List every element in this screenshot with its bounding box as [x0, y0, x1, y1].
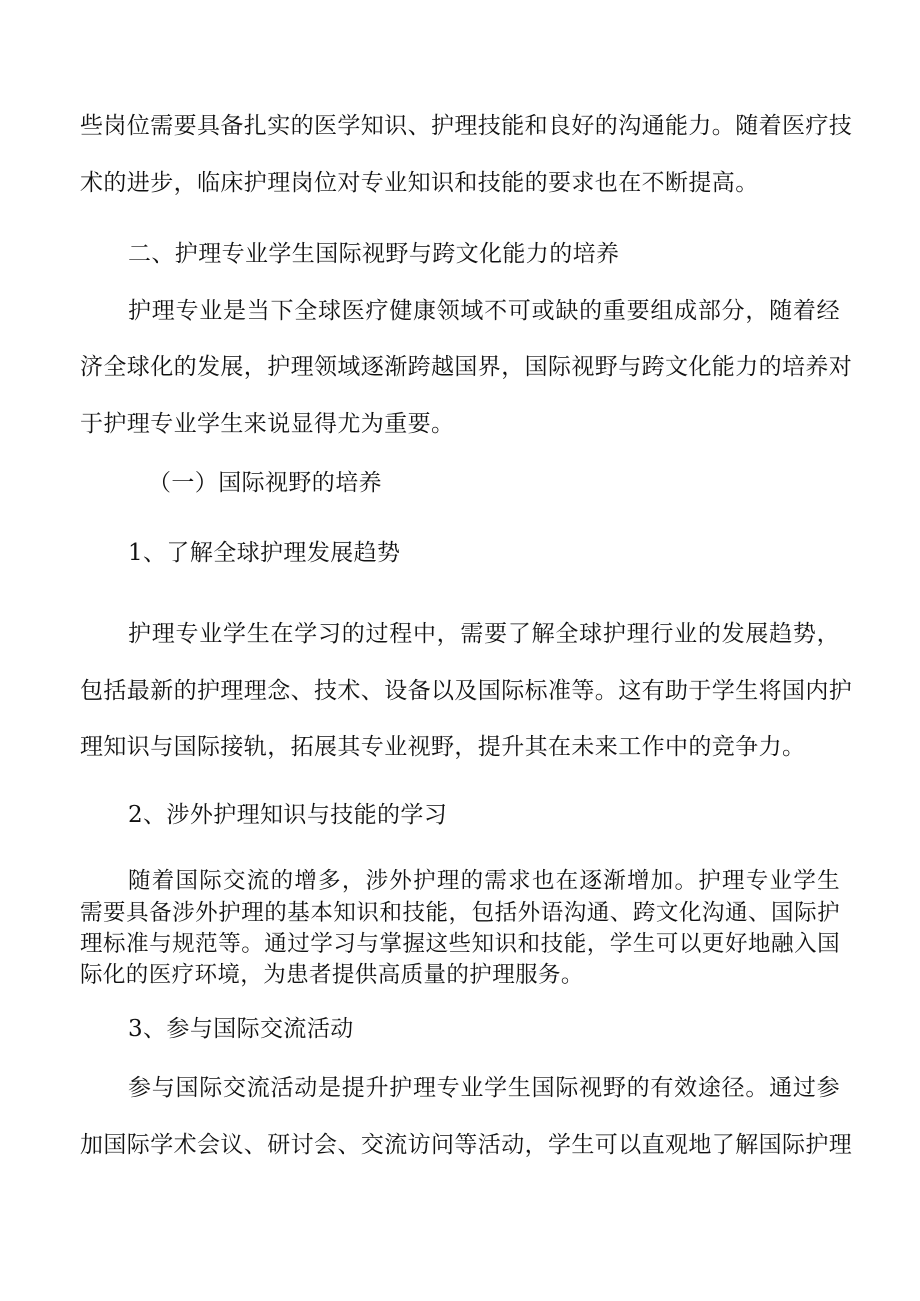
paragraph-line: 护理专业学生在学习的过程中，需要了解全球护理行业的发展趋势，: [128, 621, 840, 647]
paragraph-line: 济全球化的发展，护理领域逐渐跨越国界，国际视野与跨文化能力的培养对: [80, 354, 853, 380]
paragraph-line: 需要具备涉外护理的基本知识和技能，包括外语沟通、跨文化沟通、国际护: [80, 900, 840, 926]
paragraph-line: 随着国际交流的增多，涉外护理的需求也在逐渐增加。护理专业学生: [128, 868, 840, 894]
paragraph-line: 于护理专业学生来说显得尤为重要。: [80, 411, 455, 437]
paragraph-line: 护理专业是当下全球医疗健康领域不可或缺的重要组成部分，随着经: [128, 298, 840, 324]
paragraph-line: 些岗位需要具备扎实的医学知识、护理技能和良好的沟通能力。随着医疗技: [80, 113, 853, 139]
item-heading: 1、了解全球护理发展趋势: [128, 540, 401, 566]
paragraph-line: 加国际学术会议、研讨会、交流访问等活动，学生可以直观地了解国际护理: [80, 1132, 853, 1158]
paragraph-line: 包括最新的护理理念、技术、设备以及国际标准等。这有助于学生将国内护: [80, 678, 853, 704]
paragraph-line: 际化的医疗环境，为患者提供高质量的护理服务。: [80, 962, 584, 988]
item-heading: 3、参与国际交流活动: [128, 1016, 354, 1042]
paragraph-line: 参与国际交流活动是提升护理专业学生国际视野的有效途径。通过参: [128, 1075, 840, 1101]
paragraph-line: 理知识与国际接轨，拓展其专业视野，提升其在未来工作中的竞争力。: [80, 734, 806, 760]
section-heading: 二、护理专业学生国际视野与跨文化能力的培养: [128, 241, 620, 267]
paragraph-line: 术的进步，临床护理岗位对专业知识和技能的要求也在不断提高。: [80, 170, 759, 196]
paragraph-line: 理标准与规范等。通过学习与掌握这些知识和技能，学生可以更好地融入国: [80, 931, 840, 957]
subsection-heading: （一）国际视野的培养: [148, 470, 382, 496]
item-heading: 2、涉外护理知识与技能的学习: [128, 802, 448, 828]
